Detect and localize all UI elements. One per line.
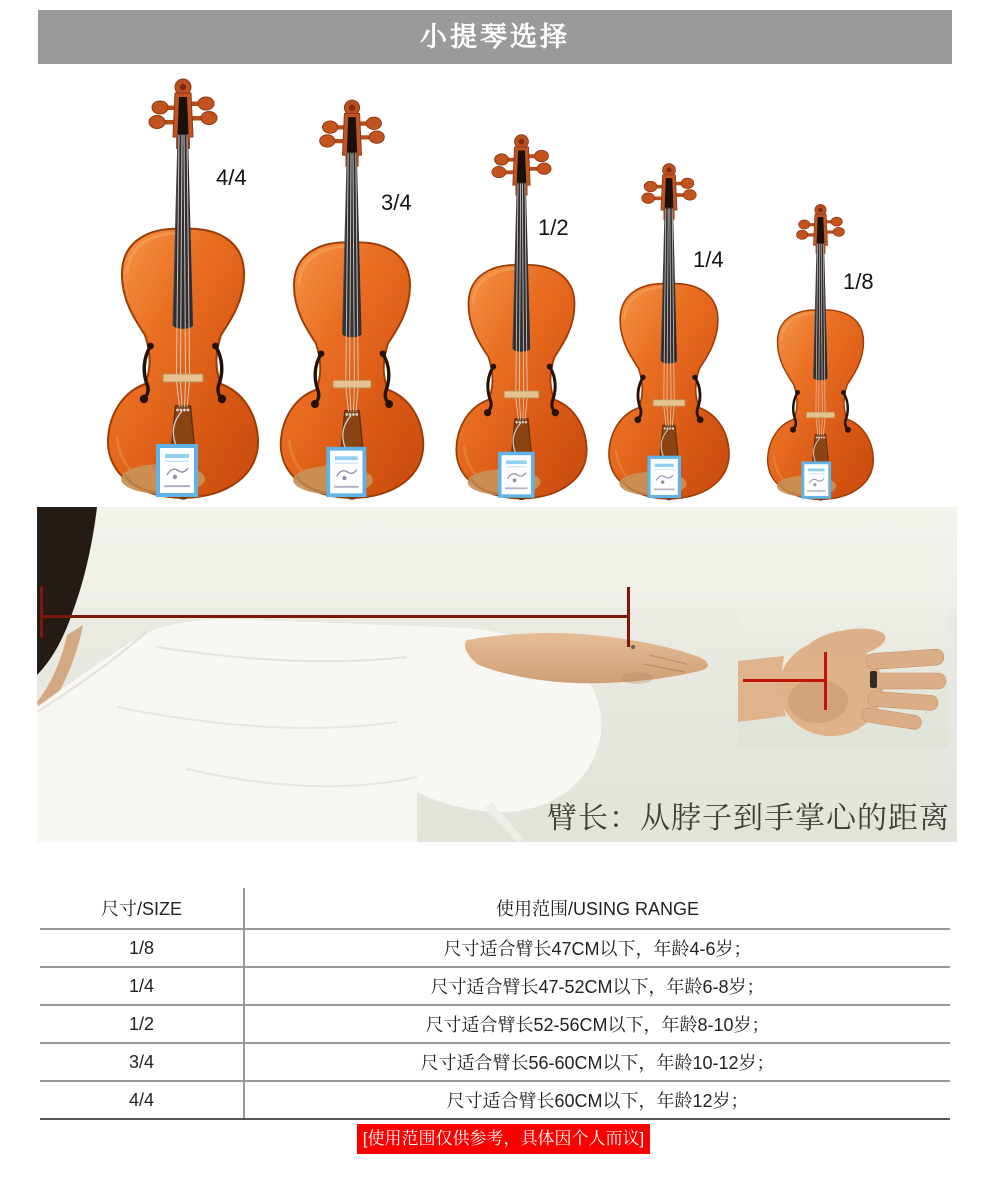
page-title: 小提琴选择 [420,22,570,52]
arm-length-caption: 臂长：从脖子到手掌心的距离 [547,802,950,835]
size-cell: 1/2 [40,1006,245,1042]
violin-3-4 [276,98,428,503]
palm-inset-photo [738,606,948,747]
col-header-range: 使用范围/USING RANGE [495,899,700,919]
size-cell: 4/4 [40,1082,245,1118]
table-row [40,1006,950,1044]
range-cell: 尺寸适合臂长47-52CM以下，年龄6-8岁； [430,977,765,997]
range-cell: 尺寸适合臂长60CM以下，年龄12岁； [446,1091,749,1111]
table-row [40,968,950,1006]
violin-size-label-4-4: 4/4 [216,165,247,190]
table-row [40,930,950,968]
violin-size-label-1-8: 1/8 [843,269,874,294]
violin-1-2 [452,133,591,503]
size-cell: 3/4 [40,1044,245,1080]
violin-size-label-3-4: 3/4 [381,190,412,215]
violin-4-4 [103,77,263,503]
size-cell: 1/4 [40,968,245,1004]
range-cell: 尺寸适合臂长52-56CM以下，年龄8-10岁； [425,1015,770,1035]
disclaimer-banner: [使用范围仅供参考，具体因个人而议] [357,1124,650,1154]
range-cell: 尺寸适合臂长56-60CM以下，年龄10-12岁； [420,1053,775,1073]
size-table [40,888,950,1120]
violin-1-8 [764,203,877,503]
violin-size-label-1-4: 1/4 [693,247,724,272]
table-header-row [40,888,950,930]
table-row [40,1044,950,1082]
col-header-size: 尺寸/SIZE [40,888,245,928]
arm-length-photo [37,507,957,842]
violin-size-label-1-2: 1/2 [538,215,569,240]
violin-1-4 [605,162,733,503]
table-row [40,1082,950,1120]
range-cell: 尺寸适合臂长47CM以下，年龄4-6岁； [443,939,752,959]
size-cell: 1/8 [40,930,245,966]
header-bar [38,10,952,64]
